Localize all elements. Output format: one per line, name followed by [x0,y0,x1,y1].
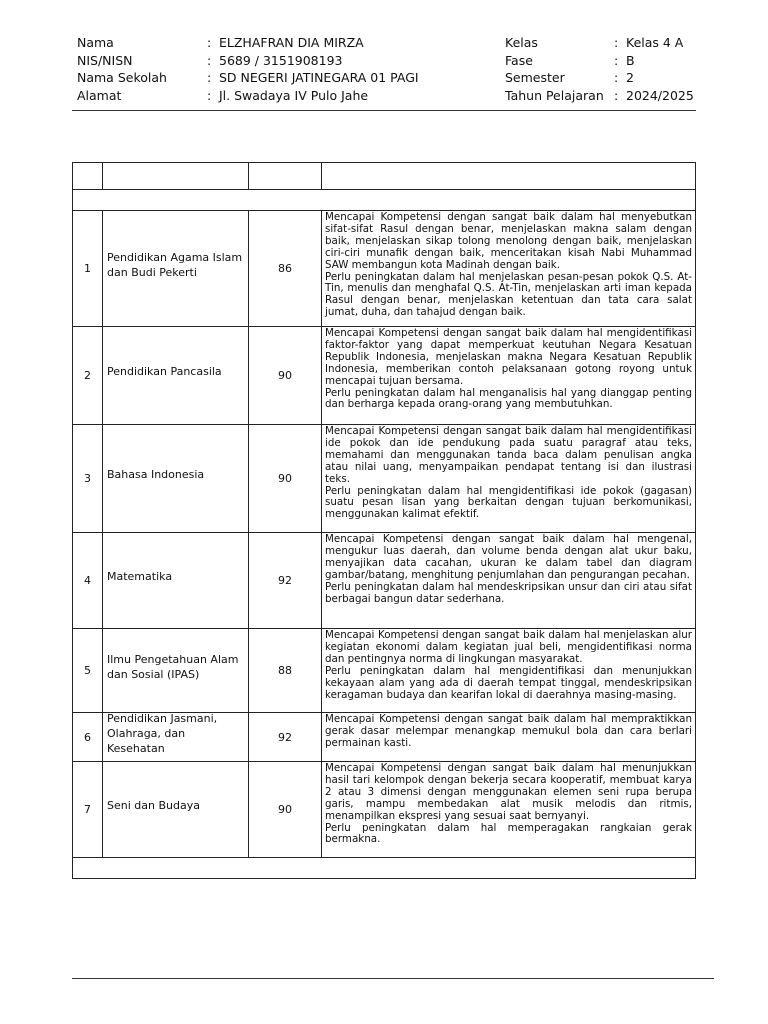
student-info-right [505,34,694,104]
student-info-left [77,34,419,104]
subject-name: Pendidikan Jasmani, Olahraga, dan Kesehatan [103,713,249,762]
info-colon: : [207,70,212,85]
achievement-description [322,327,696,425]
info-row-year [505,87,694,105]
subject-name: Ilmu Pengetahuan Alam dan Sosial (IPAS) [103,629,249,713]
info-colon: : [614,35,619,50]
improvement-text: Perlu peningkatan dalam hal mendeskripsikan unsur dan ciri atau sifat berbagai bangun datar sederhana. [325,580,692,605]
subject-score: 90 [249,762,322,858]
achievement-text: Mencapai Kompetensi dengan sangat baik dalam hal menyebutkan sifat-sifat Rasul dengan benar, menjelaskan makna salam dengan baik, menjelaskan sikap tolong menolong dengan baik, menjelaskan ciri-ciri munafik dengan baik, menceritakan kisah Nabi Muhammad SAW membangun kota Madinah dengan baik. [325,211,692,271]
achievement-description [322,629,696,713]
row-number: 3 [73,425,103,533]
achievement-description [322,533,696,629]
row-number: 4 [73,533,103,629]
achievement-text: Mencapai Kompetensi dengan sangat baik dalam hal mengenal, mengukur luas daerah, dan volume benda dengan alat ukur baku, menyajikan data cacahan, ukuran ke dalam tabel dan diagram gambar/batang, menghitung penjumlahan dan pengurangan pecahan. [325,533,692,581]
improvement-text: Perlu peningkatan dalam hal menjelaskan pesan-pesan pokok Q.S. At-Tin, menulis dan menghafal Q.S. At-Tin, menjelaskan arti iman kepada Rasul dengan benar, menjelaskan ketentuan dan tata cara salat jumat, duha, dan tahajud dengan baik. [325,270,692,319]
achievement-description [322,762,696,858]
info-value: 5689 / 3151908193 [219,52,343,68]
table-row [73,629,696,713]
footer-divider [72,978,714,979]
info-label: Alamat [77,87,122,103]
improvement-text: Perlu peningkatan dalam hal menganalisis hal yang dianggap penting dan berharga kepada orang-orang yang membutuhkan. [325,386,692,411]
info-colon: : [207,52,212,68]
info-value: SD NEGERI JATINEGARA 01 PAGI [219,70,419,85]
row-number: 5 [73,629,103,713]
info-colon: : [207,35,212,50]
info-row-address [77,87,419,105]
info-row-school [77,69,419,87]
table-header-row [73,163,696,190]
info-value: ELZHAFRAN DIA MIRZA [219,35,364,50]
table-row [73,533,696,629]
info-row-phase [505,52,694,70]
achievement-text: Mencapai Kompetensi dengan sangat baik dalam hal mengidentifikasi faktor-faktor yang dapat memperkuat keutuhan Negara Kesatuan Republik Indonesia, menjelaskan makna Negara Kesatuan Republik Indonesia, memberikan contoh pelaksanaan gotong royong untuk mencapai tujuan bersama. [325,327,692,387]
subject-name: Seni dan Budaya [103,762,249,858]
subject-name: Bahasa Indonesia [103,425,249,533]
achievement-description [322,713,696,762]
subject-score: 92 [249,533,322,629]
achievement-text: Mencapai Kompetensi dengan sangat baik dalam hal menunjukkan hasil tari kelompok dengan bekerja secara kooperatif, membuat karya 2 atau 3 dimensi dengan menggunakan elemen seni rupa berupa garis, mampu membedakan alat musik melodis dan ritmis, menampilkan ekspresi yang sesuai saat bernyanyi. [325,762,692,822]
footer-cell [73,858,696,879]
subject-score: 88 [249,629,322,713]
row-number: 7 [73,762,103,858]
subject-name: Pendidikan Agama Islam dan Budi Pekerti [103,211,249,327]
info-value: B [626,52,635,68]
info-label: Nama Sekolah [77,70,167,85]
info-row-nama [77,34,419,52]
info-row-semester [505,69,694,87]
subject-score: 86 [249,211,322,327]
section-row [73,190,696,211]
info-colon: : [614,52,619,68]
subject-name: Pendidikan Pancasila [103,327,249,425]
table-row [73,425,696,533]
improvement-text: Perlu peningkatan dalam hal memperagakan rangkaian gerak bermakna. [325,821,692,846]
header-divider [72,110,696,111]
info-label: Fase [505,52,533,68]
achievement-description [322,425,696,533]
table-row [73,211,696,327]
info-label: Nama [77,35,114,50]
header-cell-score [249,163,322,190]
header-cell-no [73,163,103,190]
table-row [73,713,696,762]
achievement-text: Mencapai Kompetensi dengan sangat baik dalam hal mengidentifikasi ide pokok dan ide pendukung pada suatu paragraf atau teks, memahami dan menggunakan tanda baca dalam penulisan angka atau nilai uang, menyampaikan pendapat tentang isi dan ilustrasi teks. [325,425,692,485]
info-label: NIS/NISN [77,52,133,68]
table-row [73,327,696,425]
improvement-text: Perlu peningkatan dalam hal mengidentifikasi dan menunjukkan kekayaan alam yang ada di daerah tempat tinggal, mendeskripsikan keragaman budaya dan kearifan lokal di daerahnya masing-masing. [325,664,692,701]
table-footer-row [73,858,696,879]
row-number: 1 [73,211,103,327]
header-cell-description [322,163,696,190]
info-colon: : [614,70,619,85]
improvement-text: Perlu peningkatan dalam hal mengidentifikasi ide pokok (gagasan) suatu pesan lisan yang berkaitan dengan tujuan berkomunikasi, menggunakan kalimat efektif. [325,484,692,521]
subject-name: Matematika [103,533,249,629]
row-number: 6 [73,713,103,762]
info-label: Semester [505,70,565,85]
subject-score: 92 [249,713,322,762]
info-label: Kelas [505,35,538,50]
info-colon: : [614,87,619,103]
row-number: 2 [73,327,103,425]
section-cell [73,190,696,211]
grades-table [72,162,696,879]
info-value: Kelas 4 A [626,35,684,50]
info-colon: : [207,87,212,103]
header-cell-subject [103,163,249,190]
achievement-description [322,211,696,327]
achievement-text: Mencapai Kompetensi dengan sangat baik dalam hal mempraktikkan gerak dasar melempar menangkap memukul bola dan cara berlari permainan kasti. [325,713,692,749]
info-label: Tahun Pelajaran [505,87,604,103]
info-row-class [505,34,694,52]
info-value: 2 [626,70,634,85]
achievement-text: Mencapai Kompetensi dengan sangat baik dalam hal menjelaskan alur kegiatan ekonomi dalam kegiatan jual beli, mengidentifikasi norma dan pentingnya norma di lingkungan masyarakat. [325,629,692,665]
subject-score: 90 [249,425,322,533]
subject-score: 90 [249,327,322,425]
info-row-nis [77,52,419,70]
info-value: 2024/2025 [626,87,694,103]
info-value: Jl. Swadaya IV Pulo Jahe [219,87,369,103]
table-row [73,762,696,858]
